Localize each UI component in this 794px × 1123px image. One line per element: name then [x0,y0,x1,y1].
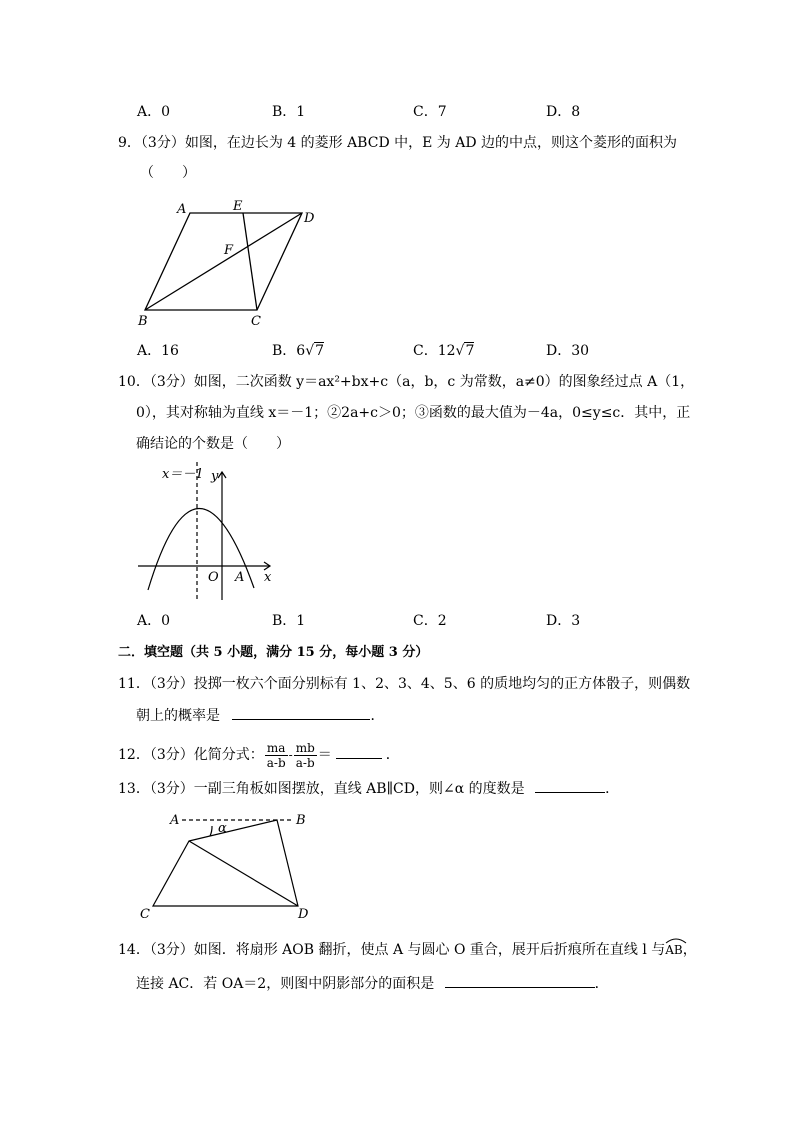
q12-answer-blank[interactable] [336,744,382,759]
q10-option-d: D．3 [546,613,581,629]
q10-origin-label: O [208,570,219,585]
q10-option-c: C．2 [413,613,447,629]
q10-option-a: A．0 [137,613,171,629]
q12-fraction-1: $\frac{ma}{a-b}$ [266,740,286,770]
q9-option-d: D．30 [546,343,590,359]
q8-option-b: B．1 [272,104,306,120]
q13-stem: 13．（3分）一副三角板如图摆放，直线 AB∥CD，则∠α 的度数是 ． [118,778,619,799]
q14-stem-line2: 连接 AC．若 OA＝2，则图中阴影部分的面积是 ． [136,973,609,994]
q8-option-d: D．8 [546,104,581,120]
q8-option-a: A．0 [137,104,171,120]
q14-answer-blank[interactable] [445,973,595,988]
q13-label-d: D [298,907,309,922]
q9-option-a: A．16 [137,343,179,359]
q10-stem-line1: 10．（3分）如图，二次函数 y＝ax²+bx+c（a，b，c 为常数，a≠0）的图象经过点 A（1， [118,374,695,390]
q9-label-e: E [233,199,243,214]
q9-stem-line2: （ ） [140,165,196,181]
q9-label-d: D [304,211,315,226]
q10-y-label: y [211,469,219,484]
q11-stem-line1: 11．（3分）投掷一枚六个面分别标有 1、2、3、4、5、6 的质地均匀的正方体骰子，则偶数 [118,676,691,692]
q13-label-c: C [140,907,150,922]
q10-stem-line2: 0），其对称轴为直线 x＝－1；②2a+c＞0；③函数的最大值为－4a，0≤y≤c．其中，正 [136,405,691,421]
q14-stem-line1: 14．（3分）如图．将扇形 AOB 翻折，使点 A 与圆心 O 重合，展开后折痕所在直线 l 与 AB， [118,940,697,960]
q10-point-a-label: A [235,570,245,585]
section-heading: 二．填空题（共 5 小题，满分 15 分，每小题 3 分） [118,645,429,660]
q11-answer-blank[interactable] [232,705,370,720]
q10-x-label: x [264,570,272,585]
q11-stem-line2: 朝上的概率是 ． [136,705,384,726]
q10-axis-equation: x＝－1 [162,467,204,482]
q10-option-b: B．1 [272,613,306,629]
q8-option-c: C．7 [413,104,447,120]
q9-label-a: A [177,202,187,217]
q13-answer-blank[interactable] [535,778,605,793]
q13-label-alpha: α [218,821,227,836]
q9-option-b: B．6√7 [272,343,325,359]
q9-option-c: C．12√7 [413,343,475,359]
q9-label-b: B [138,314,148,329]
q13-label-a: A [170,813,180,828]
q12-fraction-2: $\frac{mb}{a-b}$ [295,740,315,770]
q9-label-c: C [251,314,261,329]
q14-arc-ab: AB [665,940,682,960]
q10-stem-line3: 确结论的个数是（ ） [136,436,290,452]
arc-icon [665,937,687,943]
q13-label-b: B [296,813,306,828]
q12-stem: 12．（3分）化简分式： $\frac{ma}{a-b}$ - $\frac{mb}{a-b}$ ＝ ． [118,740,400,770]
q9-label-f: F [224,243,234,258]
q9-stem-line1: 9．（3分）如图，在边长为 4 的菱形 ABCD 中，E 为 AD 边的中点，则这个菱形的面积为 [118,135,678,151]
